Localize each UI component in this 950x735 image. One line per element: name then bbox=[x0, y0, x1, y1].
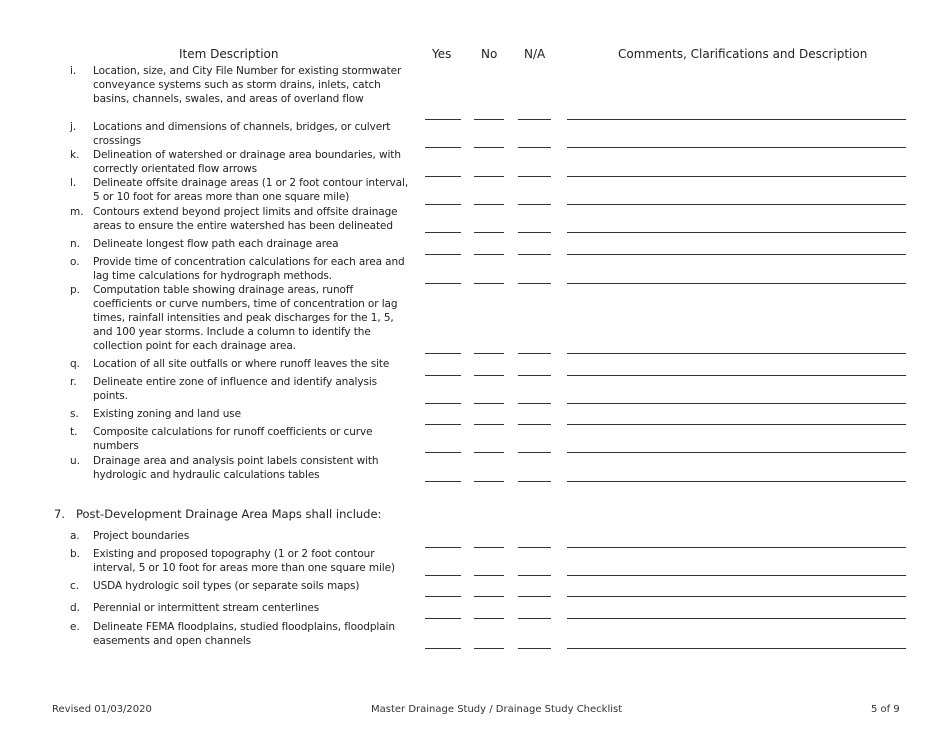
header-comments: Comments, Clarifications and Description bbox=[618, 47, 868, 61]
na-blank[interactable] bbox=[518, 403, 551, 404]
comments-blank[interactable] bbox=[567, 547, 906, 548]
no-blank[interactable] bbox=[474, 204, 504, 205]
section-7-heading bbox=[54, 507, 381, 521]
item-description: Provide time of concentration calculations for each area and lag time calculations for hydrograph methods. bbox=[93, 256, 405, 282]
na-blank[interactable] bbox=[518, 648, 551, 649]
item-description: Location, size, and City File Number for existing stormwater conveyance systems such as storm drains, inlets, catch basins, channels, swales, and areas of overland flow bbox=[93, 65, 402, 105]
comments-blank[interactable] bbox=[567, 375, 906, 376]
na-blank[interactable] bbox=[518, 283, 551, 284]
item-letter: a. bbox=[70, 530, 80, 542]
comments-blank[interactable] bbox=[567, 481, 906, 482]
yes-blank[interactable] bbox=[425, 618, 461, 619]
footer-page-number: 5 of 9 bbox=[871, 704, 900, 715]
comments-blank[interactable] bbox=[567, 119, 906, 120]
item-description: Existing and proposed topography (1 or 2 foot contour interval, 5 or 10 foot for areas more than one square mile) bbox=[93, 548, 395, 574]
na-blank[interactable] bbox=[518, 481, 551, 482]
item-description: Project boundaries bbox=[93, 530, 190, 542]
no-blank[interactable] bbox=[474, 596, 504, 597]
item-letter: d. bbox=[70, 602, 81, 614]
header-no: No bbox=[481, 47, 498, 61]
item-letter: b. bbox=[70, 548, 81, 560]
no-blank[interactable] bbox=[474, 232, 504, 233]
item-description: USDA hydrologic soil types (or separate soils maps) bbox=[93, 580, 360, 592]
comments-blank[interactable] bbox=[567, 452, 906, 453]
yes-blank[interactable] bbox=[425, 481, 461, 482]
yes-blank[interactable] bbox=[425, 119, 461, 120]
item-description: Delineate longest flow path each drainage area bbox=[93, 238, 339, 250]
header-yes: Yes bbox=[432, 47, 452, 61]
item-description: Location of all site outfalls or where runoff leaves the site bbox=[93, 358, 390, 370]
na-blank[interactable] bbox=[518, 596, 551, 597]
item-description: Locations and dimensions of channels, bridges, or culvert crossings bbox=[93, 121, 391, 147]
na-blank[interactable] bbox=[518, 452, 551, 453]
yes-blank[interactable] bbox=[425, 547, 461, 548]
item-description: Composite calculations for runoff coefficients or curve numbers bbox=[93, 426, 373, 452]
yes-blank[interactable] bbox=[425, 283, 461, 284]
no-blank[interactable] bbox=[474, 618, 504, 619]
na-blank[interactable] bbox=[518, 176, 551, 177]
comments-blank[interactable] bbox=[567, 147, 906, 148]
yes-blank[interactable] bbox=[425, 596, 461, 597]
no-blank[interactable] bbox=[474, 424, 504, 425]
no-blank[interactable] bbox=[474, 283, 504, 284]
yes-blank[interactable] bbox=[425, 353, 461, 354]
item-description: Delineation of watershed or drainage area boundaries, with correctly orientated flow arrows bbox=[93, 149, 401, 175]
item-letter: l. bbox=[70, 177, 77, 189]
comments-blank[interactable] bbox=[567, 232, 906, 233]
item-letter: e. bbox=[70, 621, 80, 633]
yes-blank[interactable] bbox=[425, 254, 461, 255]
no-blank[interactable] bbox=[474, 254, 504, 255]
comments-blank[interactable] bbox=[567, 283, 906, 284]
na-blank[interactable] bbox=[518, 424, 551, 425]
comments-blank[interactable] bbox=[567, 424, 906, 425]
na-blank[interactable] bbox=[518, 618, 551, 619]
no-blank[interactable] bbox=[474, 481, 504, 482]
na-blank[interactable] bbox=[518, 254, 551, 255]
na-blank[interactable] bbox=[518, 575, 551, 576]
comments-blank[interactable] bbox=[567, 596, 906, 597]
yes-blank[interactable] bbox=[425, 204, 461, 205]
yes-blank[interactable] bbox=[425, 176, 461, 177]
no-blank[interactable] bbox=[474, 547, 504, 548]
item-letter: c. bbox=[70, 580, 80, 592]
na-blank[interactable] bbox=[518, 353, 551, 354]
item-description: Drainage area and analysis point labels consistent with hydrologic and hydraulic calculations tables bbox=[93, 455, 379, 481]
na-blank[interactable] bbox=[518, 375, 551, 376]
no-blank[interactable] bbox=[474, 119, 504, 120]
no-blank[interactable] bbox=[474, 176, 504, 177]
footer-document-title: Master Drainage Study / Drainage Study Checklist bbox=[371, 704, 623, 715]
item-description: Perennial or intermittent stream centerlines bbox=[93, 602, 320, 614]
section-title: Post-Development Drainage Area Maps shall include: bbox=[76, 507, 382, 521]
section-number: 7. bbox=[54, 507, 65, 521]
item-description: Delineate entire zone of influence and identify analysis points. bbox=[93, 376, 378, 402]
item-description: Delineate offsite drainage areas (1 or 2 foot contour interval, 5 or 10 foot for areas more than one square mile) bbox=[93, 177, 409, 203]
yes-blank[interactable] bbox=[425, 452, 461, 453]
na-blank[interactable] bbox=[518, 232, 551, 233]
item-letter: r. bbox=[70, 376, 77, 388]
item-letter: t. bbox=[70, 426, 78, 438]
comments-blank[interactable] bbox=[567, 618, 906, 619]
na-blank[interactable] bbox=[518, 204, 551, 205]
comments-blank[interactable] bbox=[567, 204, 906, 205]
comments-blank[interactable] bbox=[567, 648, 906, 649]
no-blank[interactable] bbox=[474, 575, 504, 576]
item-description: Delineate FEMA floodplains, studied floodplains, floodplain easements and open channels bbox=[93, 621, 395, 647]
na-blank[interactable] bbox=[518, 547, 551, 548]
yes-blank[interactable] bbox=[425, 232, 461, 233]
comments-blank[interactable] bbox=[567, 254, 906, 255]
no-blank[interactable] bbox=[474, 648, 504, 649]
header-item-description: Item Description bbox=[179, 47, 279, 61]
item-letter: q. bbox=[70, 358, 81, 370]
yes-blank[interactable] bbox=[425, 648, 461, 649]
item-letter: j. bbox=[70, 121, 77, 133]
comments-blank[interactable] bbox=[567, 403, 906, 404]
item-description: Existing zoning and land use bbox=[93, 408, 241, 420]
na-blank[interactable] bbox=[518, 119, 551, 120]
footer-revised-date: Revised 01/03/2020 bbox=[52, 704, 152, 715]
item-letter: i. bbox=[70, 65, 77, 77]
comments-blank[interactable] bbox=[567, 575, 906, 576]
header-na: N/A bbox=[524, 47, 546, 61]
item-letter: s. bbox=[70, 408, 79, 420]
comments-blank[interactable] bbox=[567, 176, 906, 177]
yes-blank[interactable] bbox=[425, 403, 461, 404]
item-letter: m. bbox=[70, 206, 84, 218]
no-blank[interactable] bbox=[474, 147, 504, 148]
no-blank[interactable] bbox=[474, 353, 504, 354]
comments-blank[interactable] bbox=[567, 353, 906, 354]
item-description: Contours extend beyond project limits and offsite drainage areas to ensure the entire watershed has been delineated bbox=[93, 206, 398, 232]
item-description: Computation table showing drainage areas, runoff coefficients or curve numbers, time of concentration or lag times, rainfall intensities and peak discharges for the 1, 5, and 100 year storms. Include a column to identify the collection point for each drainage area. bbox=[93, 284, 398, 352]
no-blank[interactable] bbox=[474, 452, 504, 453]
yes-blank[interactable] bbox=[425, 147, 461, 148]
yes-blank[interactable] bbox=[425, 424, 461, 425]
no-blank[interactable] bbox=[474, 403, 504, 404]
item-letter: p. bbox=[70, 284, 81, 296]
item-letter: u. bbox=[70, 455, 80, 467]
yes-blank[interactable] bbox=[425, 375, 461, 376]
item-letter: o. bbox=[70, 256, 80, 268]
no-blank[interactable] bbox=[474, 375, 504, 376]
item-letter: n. bbox=[70, 238, 80, 250]
item-letter: k. bbox=[70, 149, 80, 161]
na-blank[interactable] bbox=[518, 147, 551, 148]
yes-blank[interactable] bbox=[425, 575, 461, 576]
